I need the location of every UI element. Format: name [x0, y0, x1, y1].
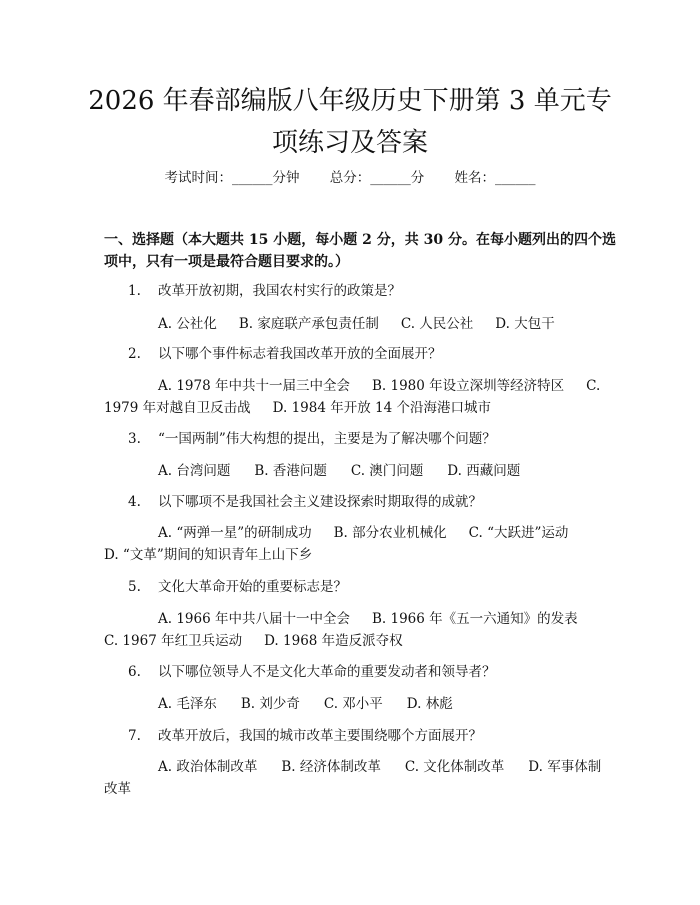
title-line-2: 项练习及答案: [271, 128, 428, 158]
question-number: 3.: [128, 431, 141, 447]
option-d: D. 军事体制改革: [104, 759, 602, 797]
question-1-options: [104, 313, 604, 335]
question-4-options: [104, 522, 604, 566]
option-d: D. 林彪: [406, 696, 453, 712]
option-b: B. 部分农业机械化: [333, 525, 447, 541]
option-b: B. 香港问题: [254, 463, 327, 479]
option-d: D. 西藏问题: [447, 463, 521, 479]
question-number: 7.: [128, 728, 141, 744]
option-a: A. 1978 年中共十一届三中全会: [158, 378, 350, 394]
option-c: C. 文化体制改革: [404, 759, 505, 775]
question-6-options: [104, 693, 604, 715]
question-text: 以下哪项不是我国社会主义建设探索时期取得的成就？: [158, 494, 482, 510]
question-7-stem: [128, 725, 628, 747]
question-3-options: [104, 460, 604, 482]
question-text: 文化大革命开始的重要标志是？: [158, 579, 347, 595]
option-c: C. 1979 年对越自卫反击战: [104, 378, 601, 416]
question-1-stem: [128, 280, 628, 302]
option-d: D. “文革”期间的知识青年上山下乡: [104, 547, 313, 563]
score-unit: 分: [410, 170, 425, 186]
question-text: 以下哪位领导人不是文化大革命的重要发动者和领导者？: [158, 664, 496, 680]
option-a: A. 公社化: [158, 316, 217, 332]
option-b: B. 家庭联产承包责任制: [238, 316, 379, 332]
question-number: 1.: [128, 283, 141, 299]
time-label: 考试时间：: [164, 170, 232, 186]
question-number: 2.: [128, 346, 141, 362]
option-d: D. 1968 年造反派夺权: [264, 633, 403, 649]
question-4-stem: [128, 491, 628, 513]
option-a: A. 台湾问题: [158, 463, 231, 479]
option-b: B. 1980 年设立深圳等经济特区: [371, 378, 565, 394]
option-c: C. 邓小平: [323, 696, 383, 712]
question-5-options: [104, 608, 604, 652]
option-b: B. 刘少奇: [240, 696, 300, 712]
option-a: A. 1966 年中共八届十一中全会: [158, 611, 350, 627]
question-text: 改革开放后，我国的城市改革主要围绕哪个方面展开？: [158, 728, 482, 744]
section-title: 一、选择题（本大题共 15 小题，每小题 2 分，共 30 分。在每小题列出的四个选项中，只有一项是最符合题目要求的。）: [104, 232, 616, 270]
question-6-stem: [128, 661, 628, 683]
name-label: 姓名：: [454, 170, 496, 186]
option-c: C. 澳门问题: [350, 463, 424, 479]
exam-info: [0, 168, 700, 188]
question-5-stem: [128, 576, 628, 598]
option-a: A. “两弹一星”的研制成功: [158, 525, 312, 541]
time-blank: ______: [231, 170, 273, 186]
question-text: 改革开放初期，我国农村实行的政策是？: [158, 283, 401, 299]
question-text: “一国两制”伟大构想的提出，主要是为了解决哪个问题？: [158, 431, 496, 447]
question-text: 以下哪个事件标志着我国改革开放的全面展开？: [158, 346, 442, 362]
question-2-stem: [128, 343, 628, 365]
option-c: C. 人民公社: [400, 316, 474, 332]
question-3-stem: [128, 428, 628, 450]
option-a: A. 毛泽东: [158, 696, 217, 712]
question-number: 5.: [128, 579, 141, 595]
document-title: [60, 80, 640, 164]
name-blank: ______: [495, 170, 536, 186]
question-number: 4.: [128, 494, 141, 510]
option-c: C. 1967 年红卫兵运动: [104, 633, 243, 649]
option-c: C. “大跃进”运动: [468, 525, 569, 541]
option-d: D. 1984 年开放 14 个沿海港口城市: [272, 400, 491, 416]
option-d: D. 大包干: [495, 316, 555, 332]
question-number: 6.: [128, 664, 141, 680]
title-line-1: 2026 年春部编版八年级历史下册第 3 单元专: [88, 86, 612, 116]
score-label: 总分：: [329, 170, 371, 186]
option-a: A. 政治体制改革: [158, 759, 258, 775]
time-unit: 分钟: [272, 170, 300, 186]
option-b: B. 1966 年《五一六通知》的发表: [371, 611, 578, 627]
question-2-options: [104, 375, 604, 419]
score-blank: ______: [370, 170, 411, 186]
option-b: B. 经济体制改革: [281, 759, 381, 775]
question-7-options: [104, 756, 604, 800]
